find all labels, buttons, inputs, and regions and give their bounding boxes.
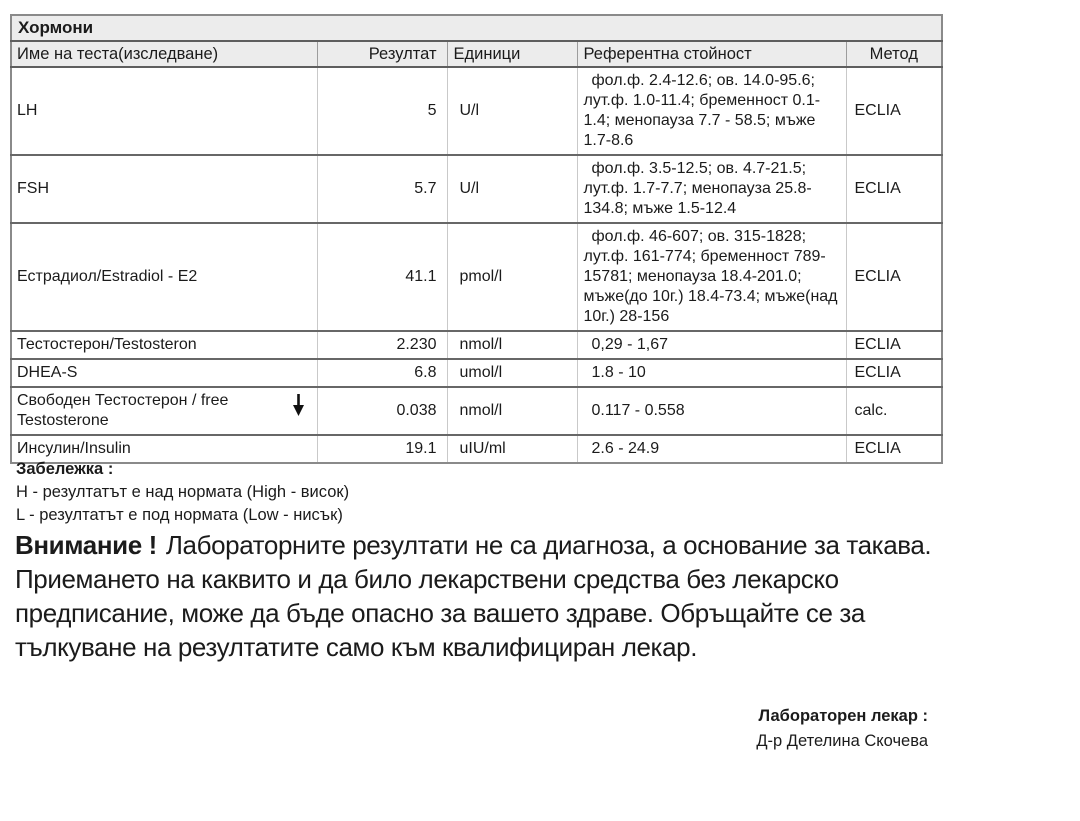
table-title-row: [11, 15, 942, 41]
test-result: 2.230: [317, 331, 447, 359]
signature-block: [756, 706, 928, 752]
test-reference: фол.ф. 2.4-12.6; ов. 14.0-95.6; лут.ф. 1.0-11.4; бременност 0.1-1.4; менопауза 7.7 - 58.5; мъже 1.7-8.6: [577, 67, 846, 155]
table-title: Хормони: [11, 15, 942, 41]
test-method: ECLIA: [846, 435, 942, 463]
table-row-testosteron: [11, 331, 942, 359]
warning-title: Внимание !: [15, 530, 157, 560]
test-reference: 0.117 - 0.558: [577, 387, 846, 435]
test-name: LH: [11, 67, 317, 155]
test-name: FSH: [11, 155, 317, 223]
test-method: ECLIA: [846, 67, 942, 155]
test-result: 0.038: [317, 387, 447, 435]
col-header-method: Метод: [846, 41, 942, 67]
test-method: ECLIA: [846, 155, 942, 223]
test-name: Свободен Тестостерон / free Testosterone: [17, 392, 229, 429]
test-method: ECLIA: [846, 359, 942, 387]
test-result: 41.1: [317, 223, 447, 331]
warning-paragraph: [15, 528, 945, 664]
col-header-units: Единици: [447, 41, 577, 67]
table-row-dhea-s: [11, 359, 942, 387]
notes-section: [16, 458, 349, 527]
warning-text: Лабораторните резултати не са диагноза, а основание за такава. Приемането на каквито и да било лекарствени средства без лекарско предписание, може да бъде опасно за вашето здраве. Обръщайте се за тълкуване на резултатите само към квалифициран лекар.: [15, 530, 932, 662]
test-units: U/l: [447, 67, 577, 155]
test-reference: 1.8 - 10: [577, 359, 846, 387]
test-units: nmol/l: [447, 331, 577, 359]
test-name: Тестостерон/Testosteron: [11, 331, 317, 359]
test-units: pmol/l: [447, 223, 577, 331]
signature-label: Лабораторен лекар :: [758, 707, 928, 725]
notes-title: Забележка :: [16, 460, 114, 478]
table-row-free-testosterone: [11, 387, 942, 435]
hormones-results-table: [10, 14, 943, 464]
test-result: 5.7: [317, 155, 447, 223]
col-header-test-name: Име на теста(изследване): [11, 41, 317, 67]
note-line-low: L - резултатът е под нормата (Low - нисък): [16, 506, 343, 524]
col-header-reference: Референтна стойност: [577, 41, 846, 67]
test-result: 5: [317, 67, 447, 155]
test-units: uIU/ml: [447, 435, 577, 463]
table-row-fsh: [11, 155, 942, 223]
test-reference: 0,29 - 1,67: [577, 331, 846, 359]
test-name: DHEA-S: [11, 359, 317, 387]
note-line-high: H - резултатът е над нормата (High - висок): [16, 483, 350, 501]
test-units: umol/l: [447, 359, 577, 387]
test-reference: 2.6 - 24.9: [577, 435, 846, 463]
table-row-lh: [11, 67, 942, 155]
test-units: nmol/l: [447, 387, 577, 435]
test-method: calc.: [846, 387, 942, 435]
test-method: ECLIA: [846, 223, 942, 331]
test-name: Естрадиол/Estradiol - E2: [11, 223, 317, 331]
table-row-estradiol: [11, 223, 942, 331]
test-name: Инсулин/Insulin: [11, 435, 317, 463]
table-header-row: [11, 41, 942, 67]
col-header-result: Резултат: [317, 41, 447, 67]
test-units: U/l: [447, 155, 577, 223]
doctor-name: Д-р Детелина Скочева: [756, 732, 928, 750]
test-result: 6.8: [317, 359, 447, 387]
test-reference: фол.ф. 46-607; ов. 315-1828; лут.ф. 161-774; бременност 789-15781; менопауза 18.4-201.0; мъже(до 10г.) 18.4-73.4; мъже(над 10г.) 28-156: [577, 223, 846, 331]
test-method: ECLIA: [846, 331, 942, 359]
low-result-down-arrow-icon: [292, 393, 305, 417]
test-result: 19.1: [317, 435, 447, 463]
test-reference: фол.ф. 3.5-12.5; ов. 4.7-21.5; лут.ф. 1.7-7.7; менопауза 25.8-134.8; мъже 1.5-12.4: [577, 155, 846, 223]
